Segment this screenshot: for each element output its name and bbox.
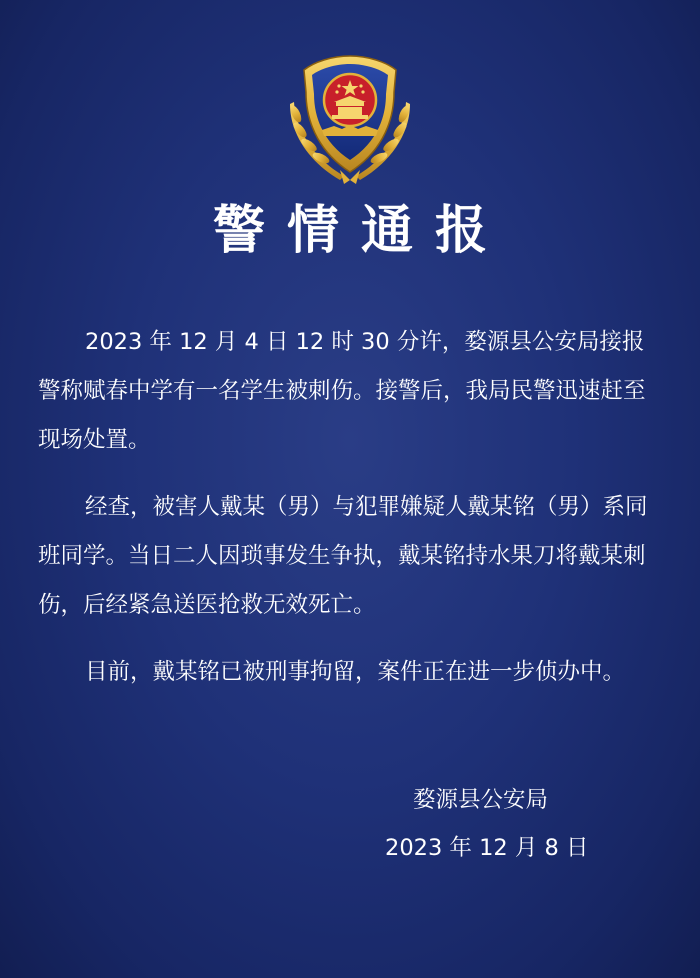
signature-block — [385, 776, 615, 872]
notice-paragraph: 目前，戴某铭已被刑事拘留，案件正在进一步侦办中。 — [85, 659, 626, 685]
signature-organization: 婺源县公安局 — [413, 787, 549, 813]
police-emblem-icon — [282, 52, 418, 188]
notice-title: 警情通报 — [212, 201, 509, 261]
notice-body — [38, 318, 662, 715]
notice-paragraph: 2023 年 12 月 4 日 12 时 30 分许，婺源县公安局接报警称赋春中学有一名学生被刺伤。接警后，我局民警迅速赶至现场处置。 — [38, 329, 646, 453]
signature-date: 2023 年 12 月 8 日 — [385, 835, 589, 861]
notice-paragraph: 经查，被害人戴某（男）与犯罪嫌疑人戴某铭（男）系同班同学。当日二人因琐事发生争执，戴某铭持水果刀将戴某刺伤，后经紧急送医抢救无效死亡。 — [38, 494, 648, 618]
